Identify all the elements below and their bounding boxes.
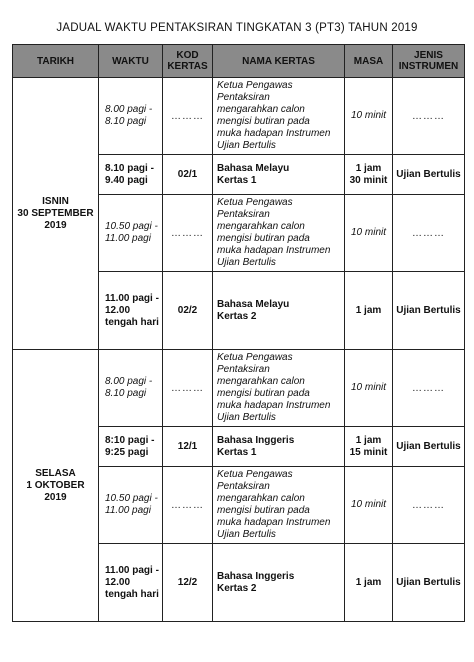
time-line: 10.50 pagi -	[105, 493, 158, 504]
time-line: 8:10 pagi -	[105, 434, 155, 446]
duration-cell	[345, 195, 393, 272]
paper-name-line: mengisi butiran pada	[217, 388, 310, 399]
page-title: JADUAL WAKTU PENTAKSIRAN TINGKATAN 3 (PT3) TAHUN 2019	[56, 22, 418, 34]
time-cell	[99, 195, 163, 272]
header-kod-line2: KERTAS	[167, 61, 208, 72]
paper-name-line: Kertas 1	[217, 174, 257, 186]
instrument-type-cell: ………	[393, 350, 465, 427]
paper-name-cell	[213, 427, 345, 467]
paper-name-line: muka hadapan Instrumen	[217, 517, 331, 528]
paper-name-line: Ketua Pengawas	[217, 352, 293, 363]
paper-name-line: Bahasa Melayu	[217, 298, 290, 310]
paper-name-cell	[213, 467, 345, 544]
duration-line: 10 minit	[350, 110, 386, 121]
date-cell	[13, 350, 99, 622]
time-line: 9.40 pagi	[105, 174, 148, 186]
time-line: 9:25 pagi	[105, 446, 149, 458]
paper-name-line: Kertas 1	[217, 446, 257, 458]
paper-code-cell: 12/2	[163, 544, 213, 622]
paper-code-cell: ………	[163, 467, 213, 544]
duration-cell	[345, 467, 393, 544]
instrument-type-cell: Ujian Bertulis	[393, 427, 465, 467]
paper-code-cell: 02/1	[163, 155, 213, 195]
exam-schedule-table	[12, 44, 465, 622]
date-line: SELASA	[35, 467, 76, 479]
duration-line: 30 minit	[349, 174, 388, 186]
paper-name-line: Pentaksiran	[217, 364, 270, 375]
paper-name-line: Ujian Bertulis	[217, 529, 276, 540]
paper-name-cell	[213, 544, 345, 622]
duration-line: 10 minit	[350, 499, 386, 510]
header-jenis-line2: INSTRUMEN	[398, 61, 459, 72]
paper-name-line: Bahasa Melayu	[217, 162, 290, 174]
duration-line: 1 jam	[355, 576, 382, 588]
date-line: ISNIN	[42, 195, 69, 207]
time-line: 11.00 pagi	[105, 233, 151, 244]
time-cell	[99, 427, 163, 467]
paper-name-line: mengisi butiran pada	[217, 233, 310, 244]
duration-line: 1 jam	[355, 162, 382, 174]
time-line: 11.00 pagi -	[105, 564, 159, 576]
time-line: tengah hari	[105, 316, 159, 328]
duration-cell	[345, 427, 393, 467]
time-line: 12.00	[105, 304, 131, 316]
header-jenis-line1: JENIS	[414, 50, 443, 61]
time-line: 8.10 pagi	[105, 116, 147, 127]
paper-name-line: mengisi butiran pada	[217, 116, 310, 127]
header-jenis-instrumen	[393, 45, 465, 78]
paper-name-line: Ujian Bertulis	[217, 140, 276, 151]
date-line: 30 SEPTEMBER	[17, 207, 94, 219]
instrument-type-cell: ………	[393, 195, 465, 272]
time-line: 11.00 pagi -	[105, 292, 159, 304]
paper-name-cell	[213, 350, 345, 427]
time-cell	[99, 272, 163, 350]
paper-name-line: muka hadapan Instrumen	[217, 245, 331, 256]
date-line: 1 OKTOBER	[26, 479, 85, 491]
time-cell	[99, 155, 163, 195]
paper-name-line: mengisi butiran pada	[217, 505, 310, 516]
paper-name-line: Kertas 2	[217, 310, 257, 322]
instrument-type-cell: Ujian Bertulis	[393, 155, 465, 195]
instrument-type-cell: ………	[393, 467, 465, 544]
paper-name-line: mengarahkan calon	[217, 221, 305, 232]
paper-name-line: Ketua Pengawas	[217, 469, 293, 480]
paper-name-line: muka hadapan Instrumen	[217, 400, 331, 411]
paper-name-cell	[213, 272, 345, 350]
time-cell	[99, 544, 163, 622]
duration-cell	[345, 272, 393, 350]
time-line: 12.00	[105, 576, 131, 588]
paper-name-line: Kertas 2	[217, 582, 257, 594]
duration-cell	[345, 350, 393, 427]
paper-name-cell	[213, 195, 345, 272]
paper-code-cell: ………	[163, 350, 213, 427]
header-masa: MASA	[345, 45, 393, 78]
paper-code-cell: ………	[163, 78, 213, 155]
paper-name-line: mengarahkan calon	[217, 104, 305, 115]
paper-code-cell: 02/2	[163, 272, 213, 350]
instrument-type-cell: Ujian Bertulis	[393, 544, 465, 622]
paper-name-line: Ketua Pengawas	[217, 197, 293, 208]
paper-name-cell	[213, 155, 345, 195]
header-waktu: WAKTU	[99, 45, 163, 78]
time-line: tengah hari	[105, 588, 159, 600]
time-line: 8.00 pagi -	[105, 104, 153, 115]
duration-line: 10 minit	[350, 382, 386, 393]
paper-name-line: muka hadapan Instrumen	[217, 128, 331, 139]
time-line: 8.10 pagi -	[105, 162, 154, 174]
date-line: 2019	[44, 491, 67, 503]
header-tarikh: TARIKH	[13, 45, 99, 78]
paper-name-line: Ujian Bertulis	[217, 412, 276, 423]
date-cell	[13, 78, 99, 350]
time-cell	[99, 467, 163, 544]
header-row	[13, 45, 465, 78]
table-row	[13, 78, 465, 155]
time-line: 8.00 pagi -	[105, 376, 153, 387]
paper-name-cell	[213, 78, 345, 155]
time-line: 10.50 pagi -	[105, 221, 158, 232]
paper-name-line: Ujian Bertulis	[217, 257, 276, 268]
time-line: 11.00 pagi	[105, 505, 151, 516]
duration-line: 10 minit	[350, 227, 386, 238]
time-cell	[99, 78, 163, 155]
paper-name-line: mengarahkan calon	[217, 376, 305, 387]
duration-line: 15 minit	[349, 446, 388, 458]
paper-name-line: Pentaksiran	[217, 209, 270, 220]
paper-name-line: Bahasa Inggeris	[217, 434, 295, 446]
instrument-type-cell: Ujian Bertulis	[393, 272, 465, 350]
paper-name-line: Bahasa Inggeris	[217, 570, 295, 582]
paper-name-line: Pentaksiran	[217, 92, 270, 103]
duration-cell	[345, 544, 393, 622]
time-line: 8.10 pagi	[105, 388, 147, 399]
paper-code-cell: 12/1	[163, 427, 213, 467]
instrument-type-cell: ………	[393, 78, 465, 155]
header-kod-line1: KOD	[176, 50, 199, 61]
time-cell	[99, 350, 163, 427]
duration-line: 1 jam	[355, 434, 382, 446]
date-line: 2019	[44, 219, 67, 231]
schedule-body	[13, 78, 465, 622]
duration-line: 1 jam	[355, 304, 382, 316]
duration-cell	[345, 155, 393, 195]
paper-name-line: Ketua Pengawas	[217, 80, 293, 91]
paper-code-cell: ………	[163, 195, 213, 272]
duration-cell	[345, 78, 393, 155]
header-nama-kertas: NAMA KERTAS	[213, 45, 345, 78]
header-kod-kertas	[163, 45, 213, 78]
paper-name-line: Pentaksiran	[217, 481, 270, 492]
paper-name-line: mengarahkan calon	[217, 493, 305, 504]
table-row	[13, 350, 465, 427]
